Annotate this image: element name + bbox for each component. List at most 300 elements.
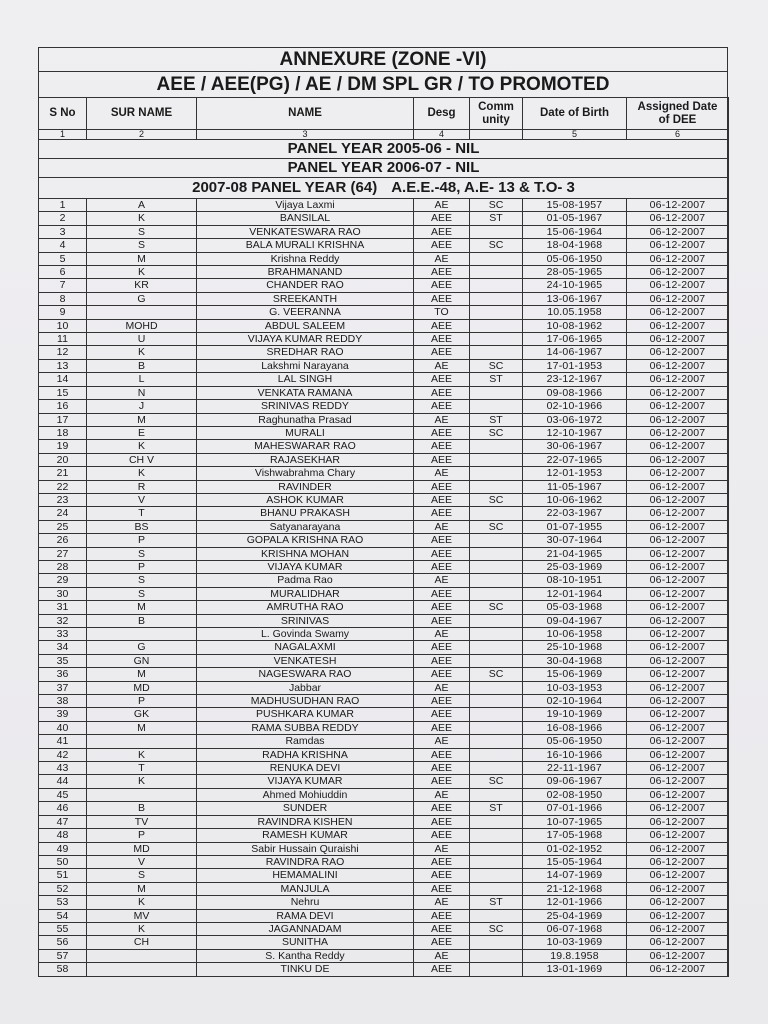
cell-sno: 1 [39,199,87,212]
cell-name: L. Govinda Swamy [197,628,414,641]
cell-sno: 34 [39,641,87,654]
cell-assigned-date: 06-12-2007 [627,560,729,573]
cell-desg: AEE [414,775,470,788]
cell-name: Satyanarayana [197,520,414,533]
cell-surname [87,949,197,962]
cell-dob: 25-10-1968 [523,641,627,654]
cell-dob: 17-01-1953 [523,359,627,372]
cell-community [470,721,523,734]
cell-dob: 01-07-1955 [523,520,627,533]
cell-desg: AEE [414,426,470,439]
cell-assigned-date: 06-12-2007 [627,413,729,426]
cell-desg: AEE [414,641,470,654]
cell-sno: 46 [39,802,87,815]
panel-row-2006 [39,159,729,178]
cell-assigned-date: 06-12-2007 [627,386,729,399]
cell-surname: K [87,467,197,480]
cell-surname: K [87,922,197,935]
cell-community [470,695,523,708]
cell-assigned-date: 06-12-2007 [627,614,729,627]
cell-name: MAHESWARAR RAO [197,440,414,453]
cell-sno: 11 [39,333,87,346]
cell-surname: K [87,748,197,761]
cell-assigned-date: 06-12-2007 [627,668,729,681]
cell-sno: 24 [39,507,87,520]
cell-dob: 19.8.1958 [523,949,627,962]
cell-assigned-date: 06-12-2007 [627,292,729,305]
cell-surname: G [87,641,197,654]
cell-surname: R [87,480,197,493]
cell-desg: AEE [414,721,470,734]
cell-surname: B [87,802,197,815]
cell-surname: S [87,239,197,252]
cell-surname: MOHD [87,319,197,332]
cell-desg: AEE [414,333,470,346]
cell-sno: 56 [39,936,87,949]
cell-dob: 17-05-1968 [523,829,627,842]
cell-name: KRISHNA MOHAN [197,547,414,560]
cell-dob: 30-07-1964 [523,534,627,547]
cell-dob: 10-06-1962 [523,493,627,506]
cell-dob: 02-08-1950 [523,788,627,801]
cell-dob: 17-06-1965 [523,333,627,346]
table-row [39,306,729,319]
table-row [39,333,729,346]
cell-assigned-date: 06-12-2007 [627,775,729,788]
cell-name: G. VEERANNA [197,306,414,319]
cell-assigned-date: 06-12-2007 [627,628,729,641]
cell-dob: 15-06-1964 [523,225,627,238]
cell-surname: E [87,426,197,439]
table-row [39,400,729,413]
cell-name: VIJAYA KUMAR REDDY [197,333,414,346]
table-row [39,386,729,399]
cell-community: SC [470,239,523,252]
cell-desg: AEE [414,507,470,520]
cell-surname: M [87,601,197,614]
cell-sno: 30 [39,587,87,600]
cell-dob: 21-04-1965 [523,547,627,560]
cell-name: NAGESWARA RAO [197,668,414,681]
cell-assigned-date: 06-12-2007 [627,199,729,212]
cell-name: RAMESH KUMAR [197,829,414,842]
table-row [39,695,729,708]
cell-desg: AE [414,628,470,641]
col-number: 6 [627,130,729,140]
cell-community [470,507,523,520]
cell-dob: 09-08-1966 [523,386,627,399]
table-row [39,748,729,761]
cell-name: RAMA SUBBA REDDY [197,721,414,734]
cell-community [470,400,523,413]
cell-community [470,333,523,346]
cell-name: LAL SINGH [197,373,414,386]
cell-assigned-date: 06-12-2007 [627,829,729,842]
cell-sno: 42 [39,748,87,761]
cell-community [470,855,523,868]
document-subtitle: AEE / AEE(PG) / AE / DM SPL GR / TO PROMOTED [39,72,727,98]
cell-desg: AEE [414,386,470,399]
cell-surname [87,628,197,641]
cell-community [470,762,523,775]
cell-sno: 16 [39,400,87,413]
panel-label-2007 [39,178,729,199]
cell-community [470,882,523,895]
cell-community [470,319,523,332]
table-row [39,560,729,573]
cell-community [470,480,523,493]
cell-sno: 29 [39,574,87,587]
panel-row-2007 [39,178,729,199]
cell-community [470,628,523,641]
table-row [39,373,729,386]
cell-surname: GN [87,654,197,667]
cell-community [470,735,523,748]
cell-dob: 07-01-1966 [523,802,627,815]
table-row [39,239,729,252]
cell-community: ST [470,373,523,386]
table-row [39,735,729,748]
cell-dob: 22-03-1967 [523,507,627,520]
cell-name: CHANDER RAO [197,279,414,292]
col-header-dob: Date of Birth [523,98,627,130]
cell-surname: L [87,373,197,386]
table-row [39,520,729,533]
col-header-desg: Desg [414,98,470,130]
cell-desg: AEE [414,695,470,708]
cell-surname: KR [87,279,197,292]
cell-sno: 7 [39,279,87,292]
cell-surname: K [87,440,197,453]
table-row [39,225,729,238]
cell-community [470,815,523,828]
cell-assigned-date: 06-12-2007 [627,279,729,292]
table-row [39,842,729,855]
cell-assigned-date: 06-12-2007 [627,520,729,533]
cell-surname: K [87,266,197,279]
cell-dob: 09-06-1967 [523,775,627,788]
cell-desg: AEE [414,373,470,386]
table-row [39,292,729,305]
cell-dob: 15-06-1969 [523,668,627,681]
cell-desg: AEE [414,802,470,815]
table-row [39,829,729,842]
cell-assigned-date: 06-12-2007 [627,212,729,225]
cell-community [470,306,523,319]
cell-desg: AEE [414,547,470,560]
cell-name: ABDUL SALEEM [197,319,414,332]
cell-assigned-date: 06-12-2007 [627,963,729,976]
cell-dob: 12-01-1964 [523,587,627,600]
cell-desg: AEE [414,855,470,868]
cell-assigned-date: 06-12-2007 [627,842,729,855]
cell-surname: S [87,574,197,587]
cell-assigned-date: 06-12-2007 [627,855,729,868]
cell-name: Jabbar [197,681,414,694]
cell-surname: U [87,333,197,346]
cell-dob: 10-03-1969 [523,936,627,949]
cell-dob: 01-02-1952 [523,842,627,855]
cell-assigned-date: 06-12-2007 [627,239,729,252]
cell-dob: 08-10-1951 [523,574,627,587]
cell-dob: 22-11-1967 [523,762,627,775]
table-row [39,199,729,212]
cell-sno: 39 [39,708,87,721]
cell-surname: T [87,507,197,520]
cell-sno: 53 [39,896,87,909]
cell-name: SUNITHA [197,936,414,949]
cell-name: GOPALA KRISHNA RAO [197,534,414,547]
cell-name: VENKATESH [197,654,414,667]
cell-surname: V [87,855,197,868]
cell-desg: AEE [414,400,470,413]
cell-desg: AEE [414,560,470,573]
cell-desg: AEE [414,279,470,292]
cell-assigned-date: 06-12-2007 [627,681,729,694]
cell-desg: AE [414,199,470,212]
cell-sno: 47 [39,815,87,828]
cell-community: SC [470,601,523,614]
table-row [39,788,729,801]
table-row [39,855,729,868]
cell-name: Ramdas [197,735,414,748]
col-number: 5 [523,130,627,140]
table-row [39,936,729,949]
cell-assigned-date: 06-12-2007 [627,359,729,372]
cell-assigned-date: 06-12-2007 [627,788,729,801]
cell-dob: 15-08-1957 [523,199,627,212]
cell-surname: K [87,212,197,225]
cell-surname: P [87,560,197,573]
cell-sno: 12 [39,346,87,359]
cell-dob: 30-06-1967 [523,440,627,453]
cell-community: ST [470,413,523,426]
cell-surname: T [87,762,197,775]
cell-dob: 19-10-1969 [523,708,627,721]
cell-dob: 28-05-1965 [523,266,627,279]
annexure-table-frame [38,47,728,977]
cell-dob: 05-06-1950 [523,735,627,748]
cell-community: SC [470,668,523,681]
cell-sno: 43 [39,762,87,775]
table-row [39,802,729,815]
cell-assigned-date: 06-12-2007 [627,534,729,547]
cell-desg: AEE [414,480,470,493]
cell-assigned-date: 06-12-2007 [627,802,729,815]
cell-sno: 20 [39,453,87,466]
cell-dob: 18-04-1968 [523,239,627,252]
cell-desg: AE [414,735,470,748]
col-number: 4 [414,130,470,140]
cell-dob: 25-04-1969 [523,909,627,922]
cell-surname: CH [87,936,197,949]
cell-desg: AEE [414,212,470,225]
col-header-assigned: Assigned Date of DEE [627,98,729,130]
cell-community [470,748,523,761]
cell-name: S. Kantha Reddy [197,949,414,962]
cell-surname: K [87,896,197,909]
table-row [39,641,729,654]
cell-sno: 21 [39,467,87,480]
cell-desg: AE [414,467,470,480]
col-number: 1 [39,130,87,140]
cell-sno: 26 [39,534,87,547]
cell-sno: 32 [39,614,87,627]
table-row [39,775,729,788]
cell-surname: S [87,225,197,238]
cell-name: SRINIVAS REDDY [197,400,414,413]
table-row [39,279,729,292]
cell-assigned-date: 06-12-2007 [627,493,729,506]
cell-dob: 11-05-1967 [523,480,627,493]
cell-sno: 40 [39,721,87,734]
cell-community [470,279,523,292]
table-row [39,359,729,372]
cell-desg: AEE [414,963,470,976]
cell-community [470,614,523,627]
cell-desg: AEE [414,292,470,305]
table-row [39,547,729,560]
cell-name: VENKATA RAMANA [197,386,414,399]
cell-assigned-date: 06-12-2007 [627,266,729,279]
cell-sno: 25 [39,520,87,533]
cell-community [470,963,523,976]
cell-community: SC [470,775,523,788]
cell-community: SC [470,493,523,506]
cell-assigned-date: 06-12-2007 [627,922,729,935]
cell-community [470,386,523,399]
cell-sno: 19 [39,440,87,453]
cell-surname [87,963,197,976]
table-row [39,628,729,641]
table-row [39,668,729,681]
header-row [39,98,729,130]
cell-dob: 25-03-1969 [523,560,627,573]
cell-name: PUSHKARA KUMAR [197,708,414,721]
cell-community [470,467,523,480]
cell-name: NAGALAXMI [197,641,414,654]
cell-sno: 52 [39,882,87,895]
cell-dob: 22-07-1965 [523,453,627,466]
cell-name: JAGANNADAM [197,922,414,935]
cell-sno: 3 [39,225,87,238]
cell-name: HEMAMALINI [197,869,414,882]
cell-name: BANSILAL [197,212,414,225]
cell-desg: AE [414,359,470,372]
cell-community [470,453,523,466]
cell-desg: AE [414,520,470,533]
table-row [39,319,729,332]
cell-community [470,266,523,279]
cell-sno: 17 [39,413,87,426]
promotion-table [38,97,729,977]
cell-name: RAVINDRA KISHEN [197,815,414,828]
cell-sno: 44 [39,775,87,788]
cell-sno: 49 [39,842,87,855]
cell-community [470,936,523,949]
cell-name: VENKATESWARA RAO [197,225,414,238]
cell-sno: 13 [39,359,87,372]
cell-community [470,869,523,882]
table-row [39,869,729,882]
cell-desg: AEE [414,440,470,453]
cell-assigned-date: 06-12-2007 [627,721,729,734]
table-row [39,909,729,922]
cell-surname: B [87,614,197,627]
cell-dob: 10-07-1965 [523,815,627,828]
cell-assigned-date: 06-12-2007 [627,587,729,600]
cell-desg: AEE [414,936,470,949]
cell-assigned-date: 06-12-2007 [627,869,729,882]
cell-desg: AEE [414,748,470,761]
cell-desg: AEE [414,815,470,828]
cell-dob: 09-04-1967 [523,614,627,627]
cell-name: Lakshmi Narayana [197,359,414,372]
cell-assigned-date: 06-12-2007 [627,909,729,922]
cell-dob: 03-06-1972 [523,413,627,426]
cell-assigned-date: 06-12-2007 [627,601,729,614]
cell-desg: TO [414,306,470,319]
cell-assigned-date: 06-12-2007 [627,225,729,238]
table-row [39,467,729,480]
cell-community [470,560,523,573]
table-row [39,614,729,627]
cell-surname [87,788,197,801]
cell-sno: 45 [39,788,87,801]
cell-community [470,225,523,238]
table-row [39,426,729,439]
cell-name: MURALIDHAR [197,587,414,600]
table-row [39,762,729,775]
cell-assigned-date: 06-12-2007 [627,252,729,265]
cell-dob: 14-06-1967 [523,346,627,359]
cell-sno: 51 [39,869,87,882]
cell-dob: 14-07-1969 [523,869,627,882]
cell-community [470,681,523,694]
cell-name: ASHOK KUMAR [197,493,414,506]
cell-dob: 12-01-1953 [523,467,627,480]
cell-assigned-date: 06-12-2007 [627,333,729,346]
cell-desg: AE [414,574,470,587]
cell-name: Nehru [197,896,414,909]
cell-dob: 02-10-1964 [523,695,627,708]
cell-community [470,534,523,547]
cell-assigned-date: 06-12-2007 [627,453,729,466]
cell-sno: 18 [39,426,87,439]
cell-name: RAVINDRA RAO [197,855,414,868]
cell-surname: K [87,775,197,788]
cell-desg: AEE [414,493,470,506]
cell-sno: 5 [39,252,87,265]
cell-sno: 9 [39,306,87,319]
cell-name: RAMA DEVI [197,909,414,922]
cell-name: RAJASEKHAR [197,453,414,466]
cell-desg: AEE [414,534,470,547]
cell-desg: AEE [414,829,470,842]
cell-name: Sabir Hussain Quraishi [197,842,414,855]
cell-sno: 33 [39,628,87,641]
table-row [39,346,729,359]
cell-community [470,547,523,560]
cell-assigned-date: 06-12-2007 [627,574,729,587]
cell-community: ST [470,802,523,815]
cell-sno: 8 [39,292,87,305]
cell-community [470,788,523,801]
cell-name: Vijaya Laxmi [197,199,414,212]
cell-name: RENUKA DEVI [197,762,414,775]
cell-name: RADHA KRISHNA [197,748,414,761]
cell-dob: 05-06-1950 [523,252,627,265]
